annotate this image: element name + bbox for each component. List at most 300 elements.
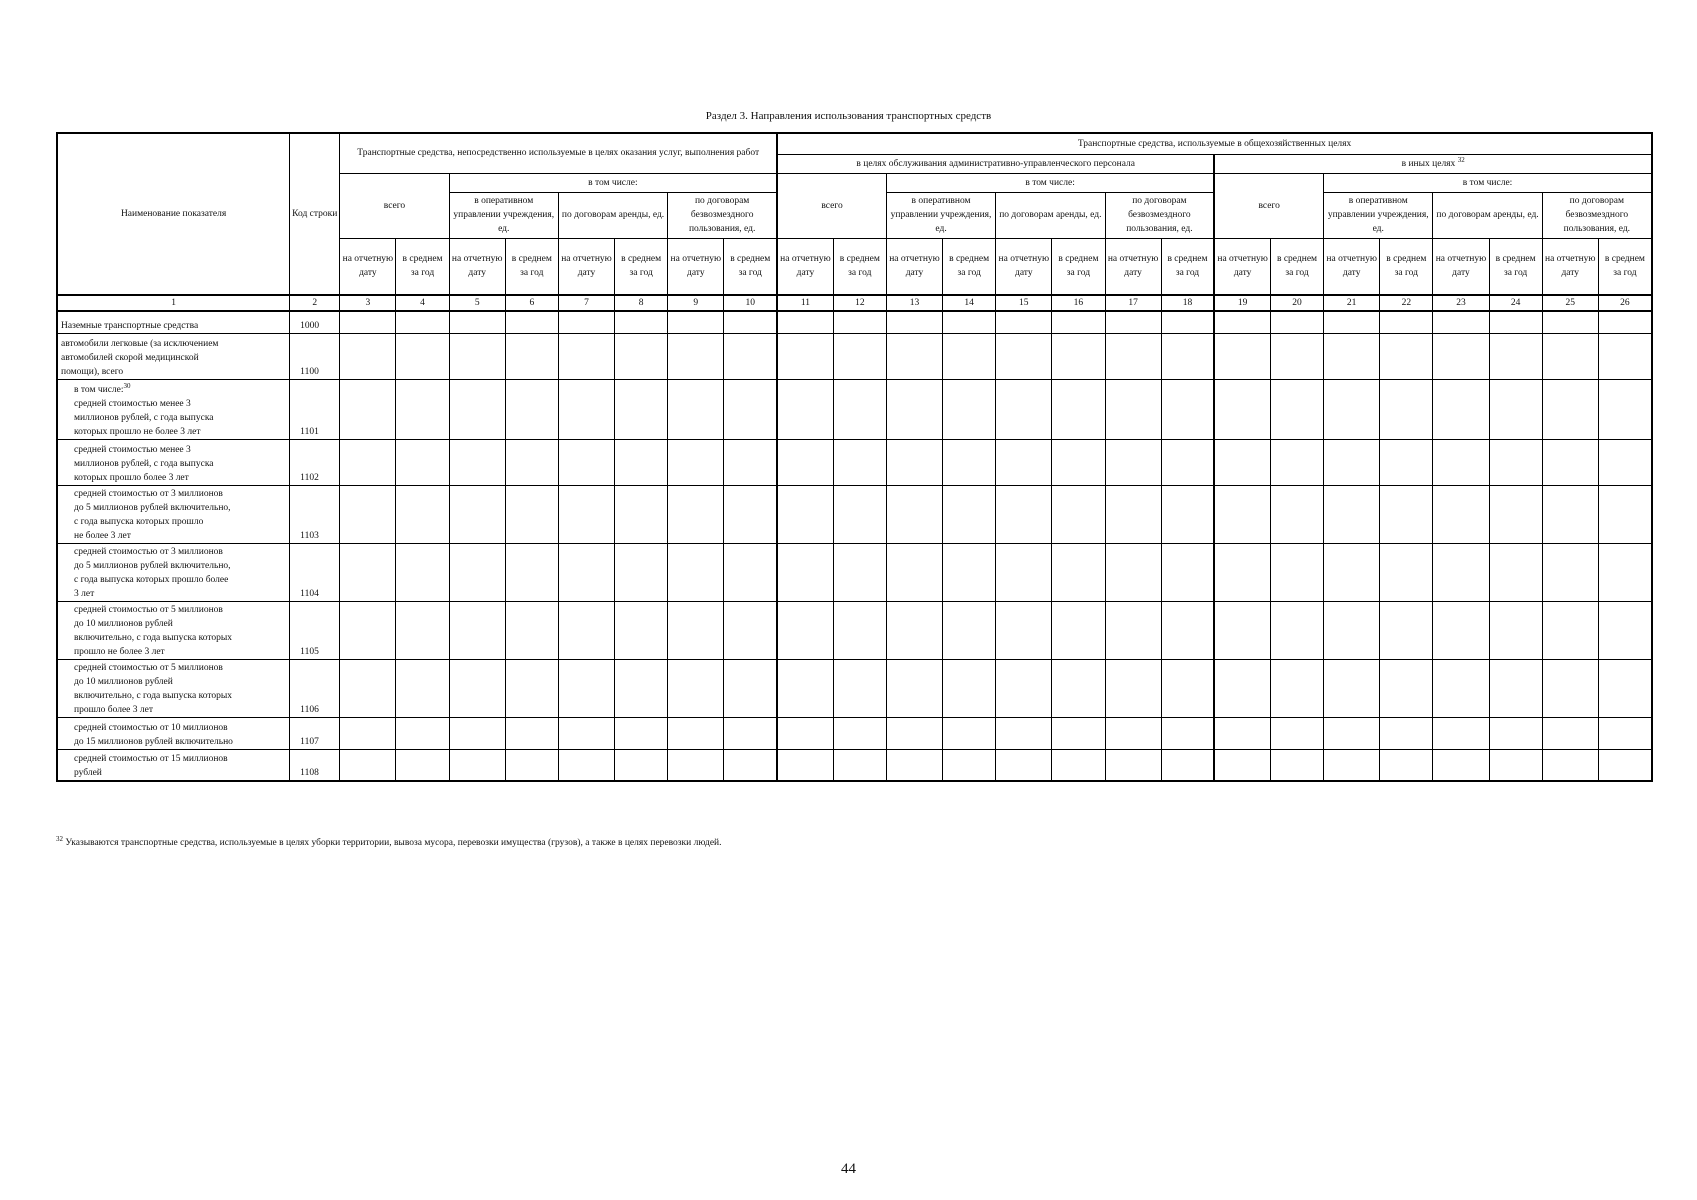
data-cell xyxy=(1598,659,1652,717)
row-label-text: с года выпуска которых прошло xyxy=(74,516,204,527)
row-code: 1101 xyxy=(290,379,340,439)
data-cell xyxy=(1380,311,1433,333)
row-label-line xyxy=(74,411,286,425)
row-label-line xyxy=(74,603,286,617)
data-cell xyxy=(1433,485,1489,543)
col-number: 14 xyxy=(943,295,996,311)
header-lease: по договорам аренды, ед. xyxy=(996,192,1105,238)
data-cell xyxy=(777,749,833,781)
row-label-line xyxy=(61,351,286,365)
data-cell xyxy=(505,749,558,781)
data-cell xyxy=(558,601,614,659)
data-cell xyxy=(886,379,942,439)
row-label xyxy=(57,333,290,379)
data-cell xyxy=(340,659,396,717)
row-label-line xyxy=(74,443,286,457)
data-cell xyxy=(1052,659,1105,717)
data-cell xyxy=(1214,379,1270,439)
header-on-date: на отчетную дату xyxy=(1433,238,1489,295)
data-cell xyxy=(1598,601,1652,659)
data-cell xyxy=(558,749,614,781)
col-number: 26 xyxy=(1598,295,1652,311)
data-cell xyxy=(396,485,449,543)
col-number: 9 xyxy=(668,295,724,311)
section-title: Раздел 3. Направления использования транспортных средств xyxy=(705,110,992,122)
row-label-text: в том числе: xyxy=(74,384,124,395)
data-cell xyxy=(340,485,396,543)
data-cell xyxy=(1542,333,1598,379)
data-cell xyxy=(615,543,668,601)
row-label-text: средней стоимостью от 3 миллионов xyxy=(74,488,223,499)
col-number: 1 xyxy=(57,295,290,311)
data-cell xyxy=(1161,311,1214,333)
data-cell xyxy=(1489,659,1542,717)
row-label-line xyxy=(74,457,286,471)
data-cell xyxy=(340,379,396,439)
data-cell xyxy=(668,311,724,333)
data-cell xyxy=(1214,749,1270,781)
data-cell xyxy=(1489,543,1542,601)
data-cell xyxy=(668,717,724,749)
data-cell xyxy=(996,601,1052,659)
data-cell xyxy=(1324,485,1380,543)
data-cell xyxy=(449,659,505,717)
data-cell xyxy=(449,749,505,781)
data-cell xyxy=(777,543,833,601)
data-cell xyxy=(558,333,614,379)
data-cell xyxy=(1433,601,1489,659)
row-footnote-ref: 30 xyxy=(123,381,131,390)
data-cell xyxy=(615,379,668,439)
row-label xyxy=(57,717,290,749)
data-cell xyxy=(777,333,833,379)
row-label xyxy=(57,439,290,485)
data-cell xyxy=(1105,485,1161,543)
data-cell xyxy=(668,749,724,781)
data-cell xyxy=(724,311,777,333)
data-cell xyxy=(886,601,942,659)
row-code: 1100 xyxy=(290,333,340,379)
col-number: 4 xyxy=(396,295,449,311)
data-cell xyxy=(1542,485,1598,543)
data-cell xyxy=(1105,543,1161,601)
row-label-line xyxy=(74,501,286,515)
footnote xyxy=(56,834,722,848)
row-label-line xyxy=(74,587,286,601)
data-cell xyxy=(1105,333,1161,379)
data-cell xyxy=(886,485,942,543)
header-general: Транспортные средства, используемые в общехозяйственных целях xyxy=(777,133,1652,154)
row-label-text: средней стоимостью от 5 миллионов xyxy=(74,662,223,673)
data-cell xyxy=(1214,543,1270,601)
row-label-line xyxy=(74,721,286,735)
data-cell xyxy=(724,379,777,439)
data-cell xyxy=(996,333,1052,379)
data-cell xyxy=(1105,717,1161,749)
data-cell xyxy=(1161,543,1214,601)
data-cell xyxy=(1324,601,1380,659)
data-cell xyxy=(1270,333,1323,379)
header-on-date: на отчетную дату xyxy=(996,238,1052,295)
data-cell xyxy=(1324,311,1380,333)
data-cell xyxy=(777,379,833,439)
data-cell xyxy=(777,717,833,749)
row-label-line xyxy=(74,645,286,659)
data-cell xyxy=(558,659,614,717)
data-cell xyxy=(833,311,886,333)
data-cell xyxy=(833,543,886,601)
row-label-line xyxy=(74,573,286,587)
header-admin: в целях обслуживания административно-управленческого персонала xyxy=(777,154,1214,173)
data-cell xyxy=(1380,333,1433,379)
data-cell xyxy=(1489,379,1542,439)
data-cell xyxy=(777,601,833,659)
data-cell xyxy=(668,659,724,717)
data-cell xyxy=(943,485,996,543)
data-cell xyxy=(558,543,614,601)
data-cell xyxy=(1324,439,1380,485)
header-on-date: на отчетную дату xyxy=(1214,238,1270,295)
header-free-use: по договорам безвозмездного пользования, ед. xyxy=(668,192,777,238)
row-label-line xyxy=(74,471,286,485)
data-cell xyxy=(615,439,668,485)
data-cell xyxy=(1542,311,1598,333)
data-cell xyxy=(1380,659,1433,717)
data-cell xyxy=(396,601,449,659)
col-number: 23 xyxy=(1433,295,1489,311)
col-number: 12 xyxy=(833,295,886,311)
data-cell xyxy=(668,601,724,659)
data-cell xyxy=(833,601,886,659)
data-cell xyxy=(340,749,396,781)
data-cell xyxy=(943,543,996,601)
header-total: всего xyxy=(340,173,449,238)
row-label-line xyxy=(74,661,286,675)
data-cell xyxy=(1433,333,1489,379)
data-cell xyxy=(996,439,1052,485)
row-label-line xyxy=(74,397,286,411)
row-code: 1104 xyxy=(290,543,340,601)
col-number: 11 xyxy=(777,295,833,311)
col-number: 13 xyxy=(886,295,942,311)
data-cell xyxy=(396,717,449,749)
data-cell xyxy=(1214,717,1270,749)
row-label-text: рублей xyxy=(74,768,102,778)
data-cell xyxy=(615,717,668,749)
header-on-date: на отчетную дату xyxy=(1324,238,1380,295)
data-cell xyxy=(724,439,777,485)
header-direct: Транспортные средства, непосредственно используемые в целях оказания услуг, выполнения работ xyxy=(340,133,777,173)
data-cell xyxy=(943,717,996,749)
data-cell xyxy=(1270,717,1323,749)
data-cell xyxy=(449,485,505,543)
header-free-use: по договорам безвозмездного пользования, ед. xyxy=(1105,192,1214,238)
header-avg-year: в среднем за год xyxy=(1380,238,1433,295)
row-label-text: с года выпуска которых прошло более xyxy=(74,574,229,585)
col-number: 21 xyxy=(1324,295,1380,311)
data-cell xyxy=(1270,485,1323,543)
data-cell xyxy=(558,485,614,543)
data-cell xyxy=(833,717,886,749)
data-cell xyxy=(1598,333,1652,379)
row-label xyxy=(57,379,290,439)
data-cell xyxy=(1052,601,1105,659)
row-label-text: средней стоимостью от 15 миллионов xyxy=(74,754,228,764)
col-number: 20 xyxy=(1270,295,1323,311)
data-cell xyxy=(833,333,886,379)
data-cell xyxy=(833,659,886,717)
data-cell xyxy=(1380,543,1433,601)
data-cell xyxy=(1105,379,1161,439)
data-cell xyxy=(1380,717,1433,749)
data-cell xyxy=(1433,659,1489,717)
transport-usage-table xyxy=(56,132,1653,782)
data-cell xyxy=(615,659,668,717)
data-cell xyxy=(777,311,833,333)
data-cell xyxy=(1542,379,1598,439)
data-cell xyxy=(558,439,614,485)
data-cell xyxy=(340,543,396,601)
data-cell xyxy=(396,439,449,485)
header-other xyxy=(1214,154,1652,173)
data-cell xyxy=(1324,333,1380,379)
data-cell xyxy=(1052,439,1105,485)
data-cell xyxy=(1380,485,1433,543)
header-lease: по договорам аренды, ед. xyxy=(1433,192,1542,238)
row-label-line xyxy=(61,365,286,379)
data-cell xyxy=(1489,439,1542,485)
data-cell xyxy=(1489,601,1542,659)
data-cell xyxy=(1598,485,1652,543)
row-code: 1107 xyxy=(290,717,340,749)
data-cell xyxy=(1489,485,1542,543)
data-cell xyxy=(996,659,1052,717)
header-avg-year: в среднем за год xyxy=(505,238,558,295)
data-cell xyxy=(886,717,942,749)
data-cell xyxy=(505,485,558,543)
row-label-text: средней стоимостью менее 3 xyxy=(74,398,191,409)
data-cell xyxy=(943,333,996,379)
data-cell xyxy=(724,601,777,659)
data-cell xyxy=(1433,543,1489,601)
data-cell xyxy=(777,485,833,543)
header-on-date: на отчетную дату xyxy=(1105,238,1161,295)
data-cell xyxy=(1433,379,1489,439)
data-cell xyxy=(1542,543,1598,601)
data-cell xyxy=(996,379,1052,439)
header-avg-year: в среднем за год xyxy=(943,238,996,295)
header-total: всего xyxy=(777,173,886,238)
row-label xyxy=(57,485,290,543)
header-operative: в оперативном управлении учреждения, ед. xyxy=(1324,192,1433,238)
data-cell xyxy=(943,601,996,659)
col-number: 2 xyxy=(290,295,340,311)
header-avg-year: в среднем за год xyxy=(724,238,777,295)
row-label-text: помощи), всего xyxy=(61,366,124,377)
data-cell xyxy=(1052,543,1105,601)
row-label-text: прошло более 3 лет xyxy=(74,704,154,715)
header-avg-year: в среднем за год xyxy=(1052,238,1105,295)
row-label-line xyxy=(61,319,286,333)
data-cell xyxy=(505,439,558,485)
row-code: 1102 xyxy=(290,439,340,485)
data-cell xyxy=(1598,311,1652,333)
header-on-date: на отчетную дату xyxy=(886,238,942,295)
data-cell xyxy=(1598,543,1652,601)
col-number: 19 xyxy=(1214,295,1270,311)
data-cell xyxy=(340,311,396,333)
data-cell xyxy=(668,543,724,601)
row-label-text: до 10 миллионов рублей xyxy=(74,676,173,687)
col-number: 5 xyxy=(449,295,505,311)
row-label-line xyxy=(74,689,286,703)
data-cell xyxy=(558,717,614,749)
page-number: 44 xyxy=(841,1161,856,1177)
data-cell xyxy=(340,333,396,379)
data-cell xyxy=(1052,485,1105,543)
row-label-text: автомобилей скорой медицинской xyxy=(61,352,199,363)
data-cell xyxy=(396,311,449,333)
row-label xyxy=(57,659,290,717)
data-cell xyxy=(1324,379,1380,439)
data-cell xyxy=(1433,311,1489,333)
data-cell xyxy=(996,543,1052,601)
header-operative: в оперативном управлении учреждения, ед. xyxy=(449,192,558,238)
data-cell xyxy=(668,379,724,439)
row-label-text: средней стоимостью менее 3 xyxy=(74,444,191,455)
row-label-line xyxy=(74,766,286,780)
row-code: 1106 xyxy=(290,659,340,717)
data-cell xyxy=(1105,659,1161,717)
data-cell xyxy=(996,717,1052,749)
data-cell xyxy=(1270,439,1323,485)
row-label-text: которых прошло не более 3 лет xyxy=(74,426,201,437)
data-cell xyxy=(1052,333,1105,379)
data-cell xyxy=(505,717,558,749)
header-operative: в оперативном управлении учреждения, ед. xyxy=(886,192,995,238)
data-cell xyxy=(615,311,668,333)
data-cell xyxy=(396,749,449,781)
data-cell xyxy=(1380,439,1433,485)
data-cell xyxy=(340,717,396,749)
col-number: 3 xyxy=(340,295,396,311)
row-label-text: включительно, с года выпуска которых xyxy=(74,632,233,643)
row-label-line xyxy=(74,617,286,631)
data-cell xyxy=(1433,439,1489,485)
data-cell xyxy=(943,379,996,439)
row-label-line xyxy=(74,515,286,529)
data-cell xyxy=(1214,659,1270,717)
data-cell xyxy=(449,439,505,485)
row-label-text: средней стоимостью от 10 миллионов xyxy=(74,722,228,733)
data-cell xyxy=(1489,333,1542,379)
row-code: 1108 xyxy=(290,749,340,781)
data-cell xyxy=(1214,311,1270,333)
data-cell xyxy=(396,379,449,439)
row-label-text: миллионов рублей, с года выпуска xyxy=(74,412,214,423)
data-cell xyxy=(724,485,777,543)
data-cell xyxy=(1542,717,1598,749)
data-cell xyxy=(1542,601,1598,659)
row-label-text: которых прошло более 3 лет xyxy=(74,472,189,483)
data-cell xyxy=(340,439,396,485)
header-on-date: на отчетную дату xyxy=(668,238,724,295)
row-label-line xyxy=(74,675,286,689)
row-label-text: миллионов рублей, с года выпуска xyxy=(74,458,214,469)
col-number: 10 xyxy=(724,295,777,311)
data-cell xyxy=(615,749,668,781)
header-indicator: Наименование показателя xyxy=(57,133,290,295)
data-cell xyxy=(1433,717,1489,749)
data-cell xyxy=(449,379,505,439)
data-cell xyxy=(1598,749,1652,781)
data-cell xyxy=(996,749,1052,781)
data-cell xyxy=(1052,311,1105,333)
header-avg-year: в среднем за год xyxy=(615,238,668,295)
row-code: 1000 xyxy=(290,311,340,333)
header-other-footnote-ref: 32 xyxy=(1457,155,1465,164)
col-number: 17 xyxy=(1105,295,1161,311)
data-cell xyxy=(1542,659,1598,717)
data-cell xyxy=(724,659,777,717)
data-cell xyxy=(1161,379,1214,439)
data-cell xyxy=(1598,439,1652,485)
data-cell xyxy=(1270,543,1323,601)
header-on-date: на отчетную дату xyxy=(1542,238,1598,295)
col-number: 22 xyxy=(1380,295,1433,311)
data-cell xyxy=(396,659,449,717)
row-label-text: до 5 миллионов рублей включительно, xyxy=(74,560,231,571)
row-label-text: средней стоимостью от 5 миллионов xyxy=(74,604,223,615)
data-cell xyxy=(558,311,614,333)
row-label-text: 3 лет xyxy=(74,588,95,599)
data-cell xyxy=(668,439,724,485)
data-cell xyxy=(886,333,942,379)
row-label-line xyxy=(74,487,286,501)
data-cell xyxy=(1489,749,1542,781)
header-avg-year: в среднем за год xyxy=(1489,238,1542,295)
data-cell xyxy=(1161,601,1214,659)
data-cell xyxy=(1324,717,1380,749)
data-cell xyxy=(1324,543,1380,601)
header-including: в том числе: xyxy=(886,173,1214,192)
row-label xyxy=(57,749,290,781)
header-code: Код строки xyxy=(290,133,340,295)
data-cell xyxy=(1324,659,1380,717)
data-cell xyxy=(1598,379,1652,439)
header-on-date: на отчетную дату xyxy=(777,238,833,295)
data-cell xyxy=(1052,717,1105,749)
data-cell xyxy=(1161,439,1214,485)
data-cell xyxy=(777,439,833,485)
col-number: 18 xyxy=(1161,295,1214,311)
data-cell xyxy=(396,543,449,601)
data-cell xyxy=(777,659,833,717)
data-cell xyxy=(943,311,996,333)
header-including: в том числе: xyxy=(449,173,777,192)
data-cell xyxy=(449,333,505,379)
data-cell xyxy=(886,543,942,601)
data-cell xyxy=(833,749,886,781)
header-avg-year: в среднем за год xyxy=(833,238,886,295)
data-cell xyxy=(1161,717,1214,749)
row-label-text: до 15 миллионов рублей включительно xyxy=(74,736,233,747)
data-cell xyxy=(1380,749,1433,781)
data-cell xyxy=(1105,311,1161,333)
data-cell xyxy=(1105,601,1161,659)
row-label-text: прошло не более 3 лет xyxy=(74,646,165,657)
footnote-text: Указываются транспортные средства, используемые в целях уборки территории, вывоза мусора, перевозки имущества (грузов), а также в целях перевозки людей. xyxy=(65,838,722,848)
